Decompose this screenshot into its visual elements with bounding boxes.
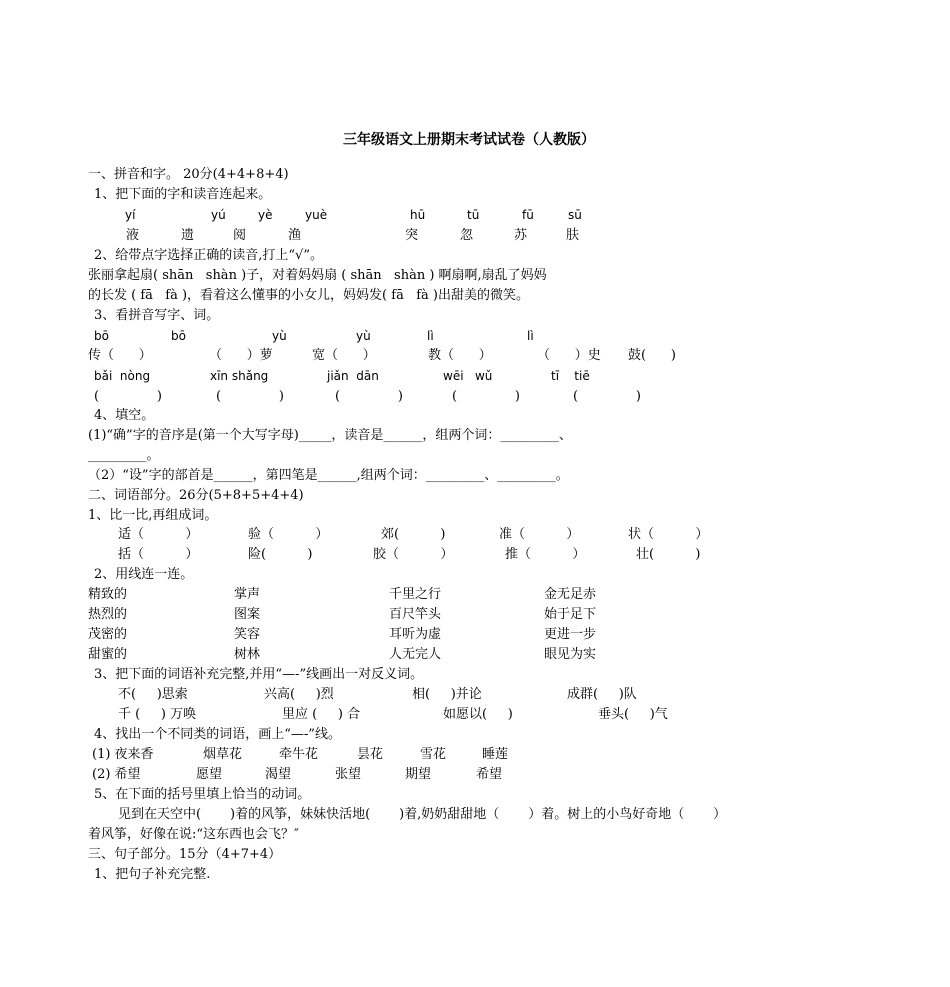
- pinyin: yù: [356, 329, 371, 343]
- word-item: 张望: [335, 767, 362, 782]
- pinyin: jiǎn dān: [327, 369, 379, 383]
- compare-item: 胶（ ）: [373, 547, 454, 562]
- s2-q3-label: 3、把下面的词语补充完整,并用“—-”线画出一对反义词。: [94, 667, 424, 682]
- pinyin: sū: [568, 208, 582, 222]
- match-word: 热烈的: [88, 607, 128, 622]
- word-item: 期望: [405, 767, 432, 782]
- pinyin: bǎi nòng: [94, 369, 151, 383]
- pinyin: tī tiē: [551, 369, 590, 383]
- s1-q1-label: 1、把下面的字和读音连起来。: [94, 187, 272, 202]
- match-word: 耳听为虚: [389, 627, 442, 642]
- compare-item: 壮( ): [636, 547, 701, 562]
- write-blank: ( ): [452, 389, 520, 404]
- idiom-item: 成群( )队: [567, 687, 637, 702]
- s1-q4-label: 4、填空。: [94, 408, 155, 423]
- match-word: 精致的: [88, 587, 128, 602]
- s1-q2-line: 的长发 ( fā fà )，看着这么懂事的小女儿，妈妈发( fā fà )出甜美的微笑。: [88, 288, 529, 303]
- word-item: 雪花: [420, 747, 447, 762]
- match-word: 图案: [234, 607, 261, 622]
- compare-item: 险( ): [248, 547, 313, 562]
- character: 突: [405, 228, 419, 243]
- s1-q4-line: （2）“设”字的部首是______，第四笔是______,组两个词：_________、_________。: [88, 468, 569, 483]
- write-item: 传（ ）: [88, 348, 152, 363]
- pinyin: lì: [527, 329, 534, 343]
- word-item: (1) 夜来香: [92, 747, 154, 762]
- compare-item: 郊( ): [381, 527, 446, 542]
- match-word: 树林: [234, 647, 261, 662]
- character: 肤: [566, 228, 580, 243]
- match-word: 人无完人: [389, 647, 442, 662]
- compare-item: 适（ ）: [118, 527, 199, 542]
- write-item: 鼓( ): [628, 348, 676, 363]
- word-item: 愿望: [196, 767, 223, 782]
- pinyin: hū: [410, 208, 426, 222]
- idiom-item: 千 ( ) 万唤: [118, 707, 197, 722]
- s2-q2-label: 2、用线连一连。: [94, 567, 194, 582]
- pinyin: xīn shǎng: [210, 369, 269, 383]
- character: 苏: [514, 228, 528, 243]
- write-item: （ ）史: [537, 348, 601, 363]
- s2-q4-label: 4、找出一个不同类的词语，画上“—-”线。: [94, 727, 341, 742]
- word-item: 烟草花: [203, 747, 243, 762]
- match-word: 更进一步: [544, 627, 597, 642]
- section-3-heading: 三、句子部分。15分（4+7+4）: [88, 847, 282, 862]
- pinyin: lì: [427, 329, 434, 343]
- match-word: 始于足下: [544, 607, 597, 622]
- idiom-item: 里应 ( ) 合: [282, 707, 361, 722]
- idiom-item: 兴高( )烈: [264, 687, 334, 702]
- compare-item: 准（ ）: [499, 527, 580, 542]
- word-item: 昙花: [357, 747, 384, 762]
- character: 忽: [460, 228, 474, 243]
- compare-item: 状（ ）: [628, 527, 709, 542]
- exam-title: 三年级语文上册期末考试试卷（人教版）: [343, 132, 595, 148]
- write-item: 宽（ ）: [312, 348, 376, 363]
- word-item: 希望: [476, 767, 503, 782]
- pinyin: bō: [171, 329, 186, 343]
- write-blank: ( ): [94, 389, 162, 404]
- s2-q5-line: 着风筝，好像在说:“这东西也会飞？″: [88, 827, 299, 842]
- match-word: 金无足赤: [544, 587, 597, 602]
- compare-item: 验（ ）: [248, 527, 329, 542]
- character: 阅: [233, 228, 247, 243]
- write-item: （ ）萝: [209, 348, 273, 363]
- write-blank: ( ): [573, 389, 641, 404]
- s1-q4-line: (1)“确”字的音序是(第一个大写字母)_____，读音是______，组两个词：_________、: [88, 428, 572, 443]
- pinyin: yí: [125, 208, 136, 222]
- section-1-heading: 一、拼音和字。 20分(4+4+8+4): [88, 167, 289, 182]
- character: 渔: [288, 228, 302, 243]
- pinyin: wēi wǔ: [443, 369, 493, 383]
- s2-q5-line: 见到在天空中( )着的风筝，妹妹快活地( )着,奶奶甜甜地（ ）着。树上的小鸟好奇地（ ）: [118, 807, 727, 822]
- s1-q2-line: 张丽拿起扇( shān shàn )子，对着妈妈扇 ( shān shàn ) 啊扇啊,扇乱了妈妈: [88, 268, 547, 283]
- section-2-heading: 二、词语部分。26分(5+8+5+4+4): [88, 488, 304, 503]
- write-blank: ( ): [216, 389, 284, 404]
- word-item: 牵牛花: [279, 747, 319, 762]
- s1-q3-label: 3、看拼音写字、词。: [94, 308, 220, 323]
- match-word: 笑容: [234, 627, 261, 642]
- match-word: 甜蜜的: [88, 647, 128, 662]
- match-word: 眼见为实: [544, 647, 597, 662]
- s1-q4-line: _________。: [88, 448, 160, 463]
- s1-q2-label: 2、给带点字选择正确的读音,打上“√”。: [94, 248, 323, 263]
- pinyin: yú: [211, 208, 226, 222]
- pinyin: fū: [522, 208, 534, 222]
- idiom-item: 垂头( )气: [598, 707, 668, 722]
- compare-item: 推（ ）: [505, 547, 586, 562]
- idiom-item: 不( )思索: [118, 687, 188, 702]
- word-item: (2) 希望: [92, 767, 141, 782]
- idiom-item: 相( )并论: [412, 687, 482, 702]
- match-word: 掌声: [234, 587, 261, 602]
- word-item: 睡莲: [482, 747, 509, 762]
- pinyin: yè: [258, 208, 273, 222]
- pinyin: yù: [272, 329, 287, 343]
- compare-item: 括（ ）: [118, 547, 199, 562]
- match-word: 百尺竿头: [389, 607, 442, 622]
- idiom-item: 如愿以( ): [443, 707, 513, 722]
- match-word: 茂密的: [88, 627, 128, 642]
- word-item: 渴望: [265, 767, 292, 782]
- pinyin: tū: [467, 208, 480, 222]
- s2-q5-label: 5、在下面的括号里填上恰当的动词。: [94, 787, 311, 802]
- s3-q1-label: 1、把句子补充完整.: [94, 867, 211, 882]
- match-word: 千里之行: [389, 587, 442, 602]
- pinyin: bō: [94, 329, 109, 343]
- character: 遗: [181, 228, 195, 243]
- s2-q1-label: 1、比一比,再组成词。: [88, 508, 218, 523]
- write-blank: ( ): [335, 389, 403, 404]
- write-item: 教（ ）: [428, 348, 492, 363]
- pinyin: yuè: [305, 208, 328, 222]
- character: 液: [126, 228, 140, 243]
